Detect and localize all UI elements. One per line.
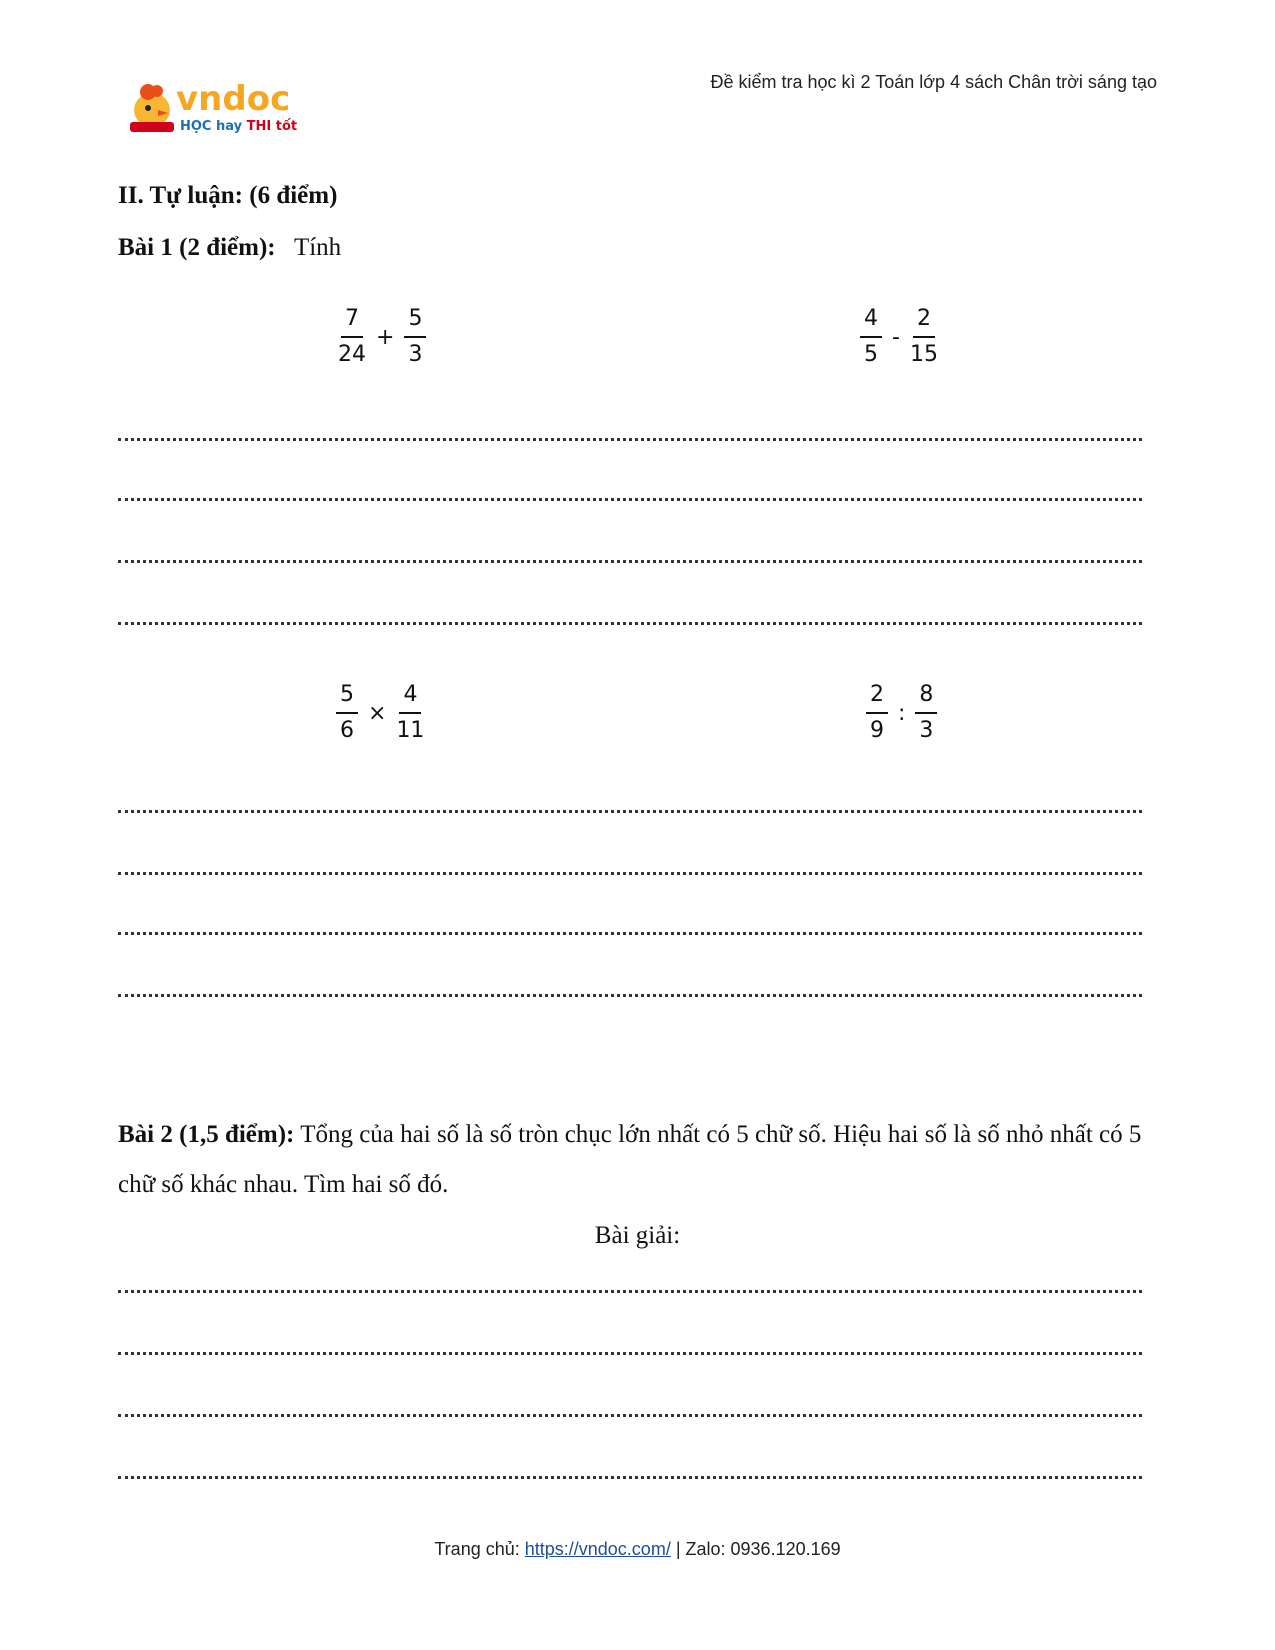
fraction: $\frac{2}{15}$	[909, 306, 938, 367]
footer-prefix: Trang chủ:	[434, 1539, 525, 1559]
operator: -	[892, 324, 900, 350]
fraction: $\frac{2}{9}$	[864, 682, 890, 744]
answer-line[interactable]	[118, 1352, 1142, 1355]
answer-line[interactable]	[118, 994, 1142, 997]
operator: ×	[368, 700, 387, 726]
bai2-problem	[118, 1110, 1158, 1210]
fraction: $\frac{4}{5}$	[858, 306, 884, 368]
bai2-text: Tổng của hai số là số tròn chục lớn nhất có 5 chữ số. Hiệu hai số là số nhỏ nhất có 5 chữ số khác nhau. Tìm hai số đó.	[118, 1121, 1142, 1198]
fraction: $\frac{8}{3}$	[913, 682, 939, 744]
svg-text:HỌC hay THI tốt: HỌC hay THI tốt	[180, 119, 298, 134]
answer-line[interactable]	[118, 932, 1142, 935]
expression-2	[858, 306, 940, 368]
expression-3	[334, 682, 426, 744]
answer-line[interactable]	[118, 872, 1142, 875]
svg-text:vndoc: vndoc	[176, 79, 291, 119]
section-title: II. Tự luận: (6 điểm)	[118, 182, 338, 209]
fraction: $\frac{4}{11}$	[396, 682, 425, 743]
bai1-instruction: Tính	[293, 234, 342, 261]
footer-zalo: | Zalo: 0936.120.169	[670, 1539, 841, 1559]
bai2-label: Bài 2 (1,5 điểm):	[118, 1121, 295, 1148]
operator: :	[898, 700, 906, 726]
answer-line[interactable]	[118, 1414, 1142, 1417]
answer-line[interactable]	[118, 622, 1142, 625]
fraction: $\frac{5}{6}$	[334, 682, 360, 744]
answer-line[interactable]	[118, 1290, 1142, 1293]
footer	[0, 1539, 1275, 1560]
answer-line[interactable]	[118, 810, 1142, 813]
answer-line[interactable]	[118, 498, 1142, 501]
header-note: Đề kiểm tra học kì 2 Toán lớp 4 sách Chân trời sáng tạo	[710, 72, 1157, 92]
homepage-link[interactable]: https://vndoc.com/	[524, 1539, 671, 1559]
answer-line[interactable]	[118, 1476, 1142, 1479]
bai1-heading	[118, 234, 341, 262]
expression-4	[864, 682, 939, 744]
solution-label: Bài giải:	[594, 1222, 681, 1249]
chick-mascot-icon	[130, 84, 174, 132]
answer-line[interactable]	[118, 438, 1142, 441]
expression-1	[336, 306, 428, 368]
vndoc-logo	[128, 78, 298, 138]
bai1-label: Bài 1 (2 điểm):	[118, 234, 276, 261]
operator: +	[376, 324, 395, 350]
fraction: $\frac{7}{24}$	[338, 306, 366, 367]
answer-line[interactable]	[118, 560, 1142, 563]
fraction: $\frac{5}{3}$	[402, 306, 428, 368]
